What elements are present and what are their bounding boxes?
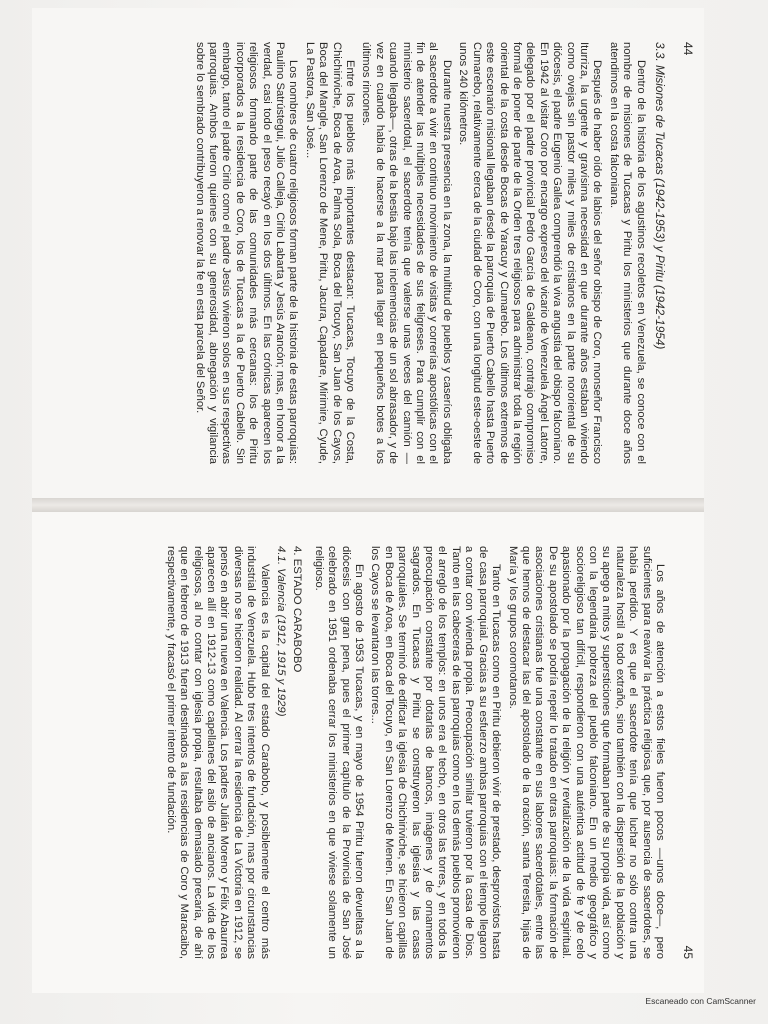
paragraph: Tanto en Tucacas como en Piritu debieron vivir de prestado, desprovistos hasta de casa parroquial. Gracias a su esfuerzo ambas parroquias con el tiempo llegaron a contar con vivienda propia. Preocupación similar tuvieron por la casa de Dios. Tanto en las cabeceras de las parroquias como en los demás pueblos promovieron el arreglo de los templos: en unos era el techo, en otros las torres, y en todos la preocupación constante por dotarlas de bancos, imágenes y de ornamentos sagrados. En Tucacas y Piritu se construyeron las iglesias y las casas parroquiales. Se terminó de edificar la iglesia de Chichiriviche, se hicieron capillas en Boca de Aroa, en Boca del Tocuyo, en San Lorenzo de Menen. En San Juan de los Cayos se levantaron las torres... bbox=[369, 546, 503, 959]
paragraph: Los nombres de cuatro religiosos forman parte de la historia de estas parroquias: Paulino Satrústegui, Julio Calleja, Cirilo Labarta y Jesús Arancón; mas, en honor a la verdad, casi todo el peso recayó en los dos últimos. En las crónicas aparecen los religiosos formando parte de las comunidades más cercanas: los de Piritu incorporados a la residencia de Coro, los de Tucacas a la de Puerto Cabello. Sin embargo, tanto el padre Cirilo como el padre Jesús vivieron solos en sus respectivas parroquias. Ambos fueron quienes con su generosidad, abnegación y vigilancia sobre lo sembrado contribuyeron a renovar la fe en esta parcela del Señor. bbox=[193, 42, 300, 464]
book-gutter bbox=[32, 498, 704, 512]
page-number-left: 44 bbox=[681, 42, 695, 56]
subsection-heading-valencia: 4.1. Valencia (1912, 1915 y 1929) bbox=[275, 546, 288, 717]
section-heading-estado-carabobo: 4. ESTADO CARABOBO bbox=[291, 546, 304, 673]
book-spread bbox=[32, 8, 704, 993]
paragraph: Los años de atención a estos fieles fueron pocos —unos doce—, pero suficientes para reavivar la práctica religiosa que, por ausencia de sacerdotes, se había perdido. Y es que el sacerdote tenía que luchar no sólo contra una naturaleza hostil a todo extraño, sino también con la dispersión de la población y su apego a mitos y supersticiones que formaban parte de su propia vida, así como con la legendaria pobreza del pueblo falconiano. En un medio geográfico y socioreligioso tan difícil, respondieron con una auténtica actitud de fe y de celo apasionado por la propagación de la religión y revitalización de la vida espiritual. De su apostolado se podría repetir lo tratado en otras parroquias: la formación de asociaciones cristianas fue una constante en sus labores sacerdotales, entre las que hemos de destacar las del apostolado de la oración, santa Teresita, hijas de María y los grupos coromotanos. bbox=[506, 546, 666, 959]
section-heading-3-3: 3.3. Misiones de Tucacas (1942-1953) y Piritu (1942-1954) bbox=[653, 42, 667, 350]
paragraph: Valencia es la capital del estado Carabobo, y posiblemente el centro más industrial de Venezuela. Hubo tres intentos de fundación, mas por circunstancias diversas no se hicieron realidad. Al cerrar la residencia de La Victoria en 1912, se pensó en abrir una nueva en Valencia. Los padres Julián Moreno y Félix Abaurrea aparecen allí en 1912-13 como capellanes del asilo de ancianos. La vida de los religiosos, al no contar con iglesia propia, resultaba demasiado precaria, de ahí que en febrero de 1913 fueran destinados a las residencias de Coro y Maracaibo, respectivamente, y fracasó el primer intento de fundación. bbox=[164, 546, 271, 959]
right-page bbox=[32, 512, 704, 993]
scanner-watermark: Escaneado con CamScanner bbox=[645, 996, 756, 1006]
paragraph: Después de haber oído de labios del señor obispo de Coro, monseñor Francisco Iturriza, la urgente y gravísima necesidad en que durante años estaban viviendo como ovejas sin pastor miles y miles de cristianos en la parte nororiental de su diócesis, el padre Eugenio Gallea comprendió la viva angustia del obispo falconiano. En 1942 al visitar Coro por encargo expreso del vicario de Venezuela Ángel Latorre, delegado por el padre provincial Pedro García de Galdeano, contrajo compromiso formal de poner de parte de la Orden tres religiosos para administrar toda la región oriental de la costa desde Bocas de Yaracuy y Cumarebo. Los últimos extremos de este escenario misional llegaban desde la parroquia de Puerto Cabello hasta Puerto Cumarebo, relativamente cerca de la ciudad de Coro, con una longitud este-oeste de unos 240 kilómetros. bbox=[457, 42, 604, 464]
left-page bbox=[32, 8, 704, 498]
paragraph: Durante nuestra presencia en la zona, la multitud de pueblos y caseríos obligaba al sacerdote a vivir en continuo movimiento de visitas y correrías apostólicas con el fin de atender las múltiples necesidades de sus feligreses. Para cumplir con el ministerio sacerdotal, el sacerdote tenía que valerse unas veces del camión —cuando llegaba—, otras de la bestia bajo las inclemencias de un sol abrasador, y de vez en cuando había de hacerse a la mar para llegar en pequeños botes a los últimos rincones. bbox=[360, 42, 453, 464]
paragraph: Dentro de la historia de los agustinos recoletos en Venezuela, se conoce con el nombre de misiones de Tucacas y Piritu los ministerios que durante doce años atendimos en la costa falconiana. bbox=[607, 42, 647, 464]
paragraph: En agosto de 1953 Tucacas, y en mayo de 1954 Piritu fueron devueltas a la diócesis con gran pena, pues el primer capítulo de la Provincia de San José celebrado en 1951 ordenaba cerrar los ministerios en que viviese solamente un religioso. bbox=[312, 546, 366, 959]
paragraph: Entre los pueblos más importantes destacan: Tucacas, Tocuyo de la Costa, Chichiriviche, Boca de Aroa, Palma Sola, Boca del Tocuyo, San Juan de los Cayos, Boca del Mangle, San Lorenzo de Mene, Piritu, Jacura, Capadare, Mirimire, Cyude, La Pastora, San José... bbox=[303, 42, 357, 464]
page-number-right: 45 bbox=[681, 945, 695, 959]
